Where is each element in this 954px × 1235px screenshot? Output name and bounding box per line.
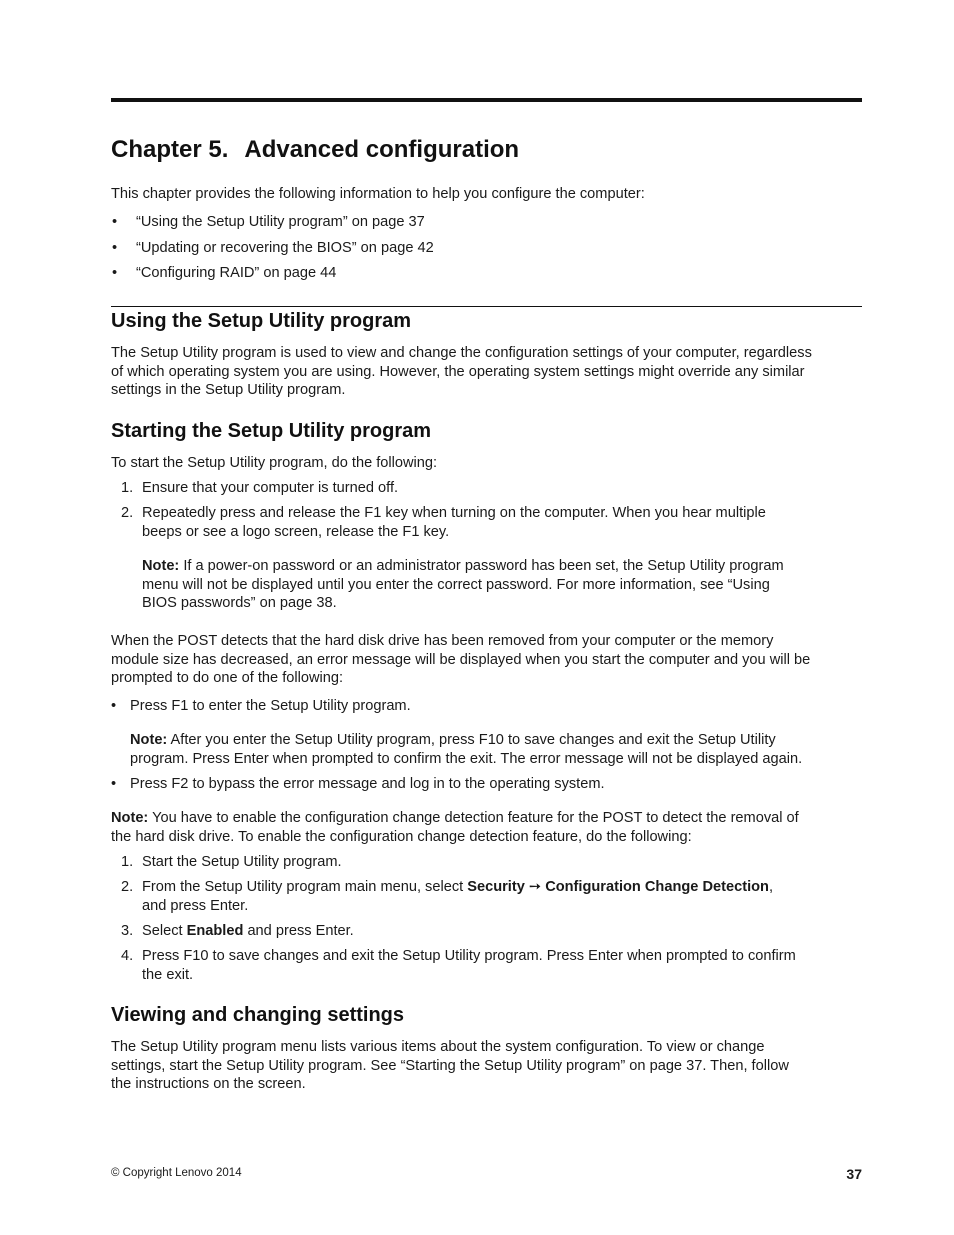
detect-step-2: 2. From the Setup Utility program main menu, select Security ➙ Configuration Change Detection, and press Enter.	[121, 879, 774, 914]
heading-using-setup: Using the Setup Utility program	[111, 310, 412, 332]
intro-text: This chapter provides the following information to help you configure the computer:	[111, 186, 645, 202]
intro-list	[111, 213, 862, 283]
footer-copyright: © Copyright Lenovo 2014	[111, 1167, 242, 1179]
page-number: 37	[846, 1166, 862, 1182]
menu-security: Security	[467, 879, 525, 895]
viewing-paragraph: The Setup Utility program menu lists various items about the system configuration. To view or change settings, start the Setup Utility program. See “Starting the Setup Utility program” on page 37. Then, follow the instructions on the screen.	[111, 1039, 789, 1093]
bullet-press-f1: • Press F1 to enter the Setup Utility program.	[111, 697, 862, 716]
detect-step-1: 1. Start the Setup Utility program.	[121, 854, 342, 870]
starting-lead: To start the Setup Utility program, do the following:	[111, 455, 438, 471]
option-enabled: Enabled	[186, 923, 244, 939]
post-paragraph: When the POST detects that the hard disk drive has been removed from your computer or the memory module size has decreased, an error message will be displayed when you start the computer and you will be prompted to do one of the following:	[111, 633, 811, 687]
chapter-name: Advanced configuration	[244, 136, 520, 163]
note-f10: Note: After you enter the Setup Utility program, press F10 to save changes and exit the Setup Utility program. Press Enter when prompted to confirm the exit. The error message will not be displayed again.	[130, 732, 803, 767]
intro-item-raid[interactable]: • “Configuring RAID” on page 44	[111, 264, 862, 283]
using-paragraph: The Setup Utility program is used to view and change the configuration settings of your computer, regardless of which operating system you are using. However, the operating system settings might override any similar settings in the Setup Utility program.	[111, 345, 812, 399]
detect-step-3: 3. Select Enabled and press Enter.	[121, 923, 354, 939]
section-rule	[111, 306, 862, 307]
chapter-title	[111, 136, 519, 164]
start-step-2: 2. Repeatedly press and release the F1 key when turning on the computer. When you hear multiple beeps or see a logo screen, release the F1 key.	[121, 505, 766, 540]
intro-item-bios[interactable]: • “Updating or recovering the BIOS” on page 42	[111, 239, 862, 258]
intro-item-setup[interactable]: • “Using the Setup Utility program” on page 37	[111, 213, 862, 232]
note-label: Note:	[130, 732, 168, 748]
menu-config-change-detection: Configuration Change Detection	[545, 879, 769, 895]
chapter-number: Chapter 5.	[111, 136, 229, 163]
start-step-1: 1. Ensure that your computer is turned off.	[121, 480, 399, 496]
note-label: Note:	[142, 558, 180, 574]
chapter-top-rule	[111, 98, 862, 102]
note-config-detection: Note: You have to enable the configuration change detection feature for the POST to detect the removal of the hard disk drive. To enable the configuration change detection feature, do the following:	[111, 810, 799, 845]
heading-viewing-settings: Viewing and changing settings	[111, 1004, 404, 1026]
heading-starting-setup: Starting the Setup Utility program	[111, 420, 432, 442]
detect-step-4: 4. Press F10 to save changes and exit the Setup Utility program. Press Enter when prompted to confirm the exit.	[121, 948, 796, 983]
note-label: Note:	[111, 810, 149, 826]
arrow-icon: ➙	[524, 879, 546, 895]
bullet-press-f2: • Press F2 to bypass the error message and log in to the operating system.	[111, 775, 862, 794]
note-password: Note: If a power-on password or an administrator password has been set, the Setup Utility program menu will not be displayed until you enter the correct password. For more information, see “Using BIOS passwords” on page 38.	[142, 558, 784, 612]
